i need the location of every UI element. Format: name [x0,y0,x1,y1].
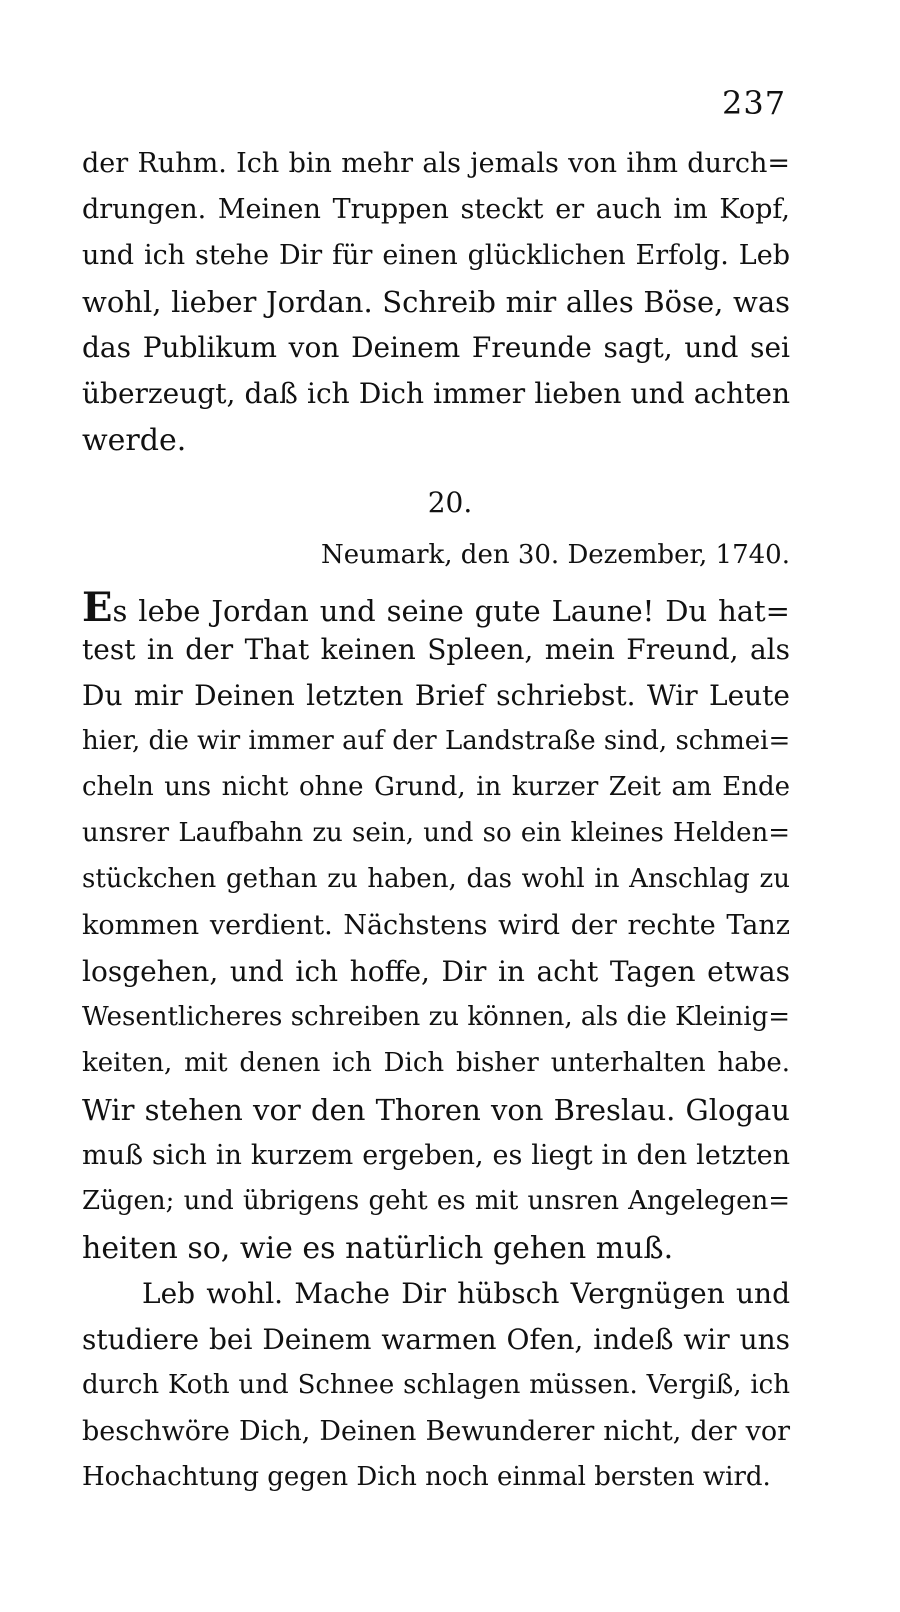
letter-first-line [82,584,790,631]
text-line: und ich stehe Dir für einen glücklichen Erfolg. Leb [82,240,790,271]
text-line: Zügen; und übrigens geht es mit unsren Angelegen= [82,1186,790,1216]
text-line: Du mir Deinen letzten Brief schriebst. Wir Leute [82,679,790,712]
text-line: studiere bei Deinem warmen Ofen, indeß wir uns [82,1323,790,1356]
dateline: Neumark, den 30. Dezember, 1740. [321,540,790,570]
text-line: test in der That keinen Spleen, mein Freund, als [82,633,790,666]
text-line: das Publikum von Deinem Freunde sagt, und sei [82,331,790,364]
text-line: muß sich in kurzem ergeben, es liegt in den letzten [82,1140,790,1171]
text-line: Wesentlicheres schreiben zu können, als die Kleinig= [82,1002,790,1032]
text-line: beschwöre Dich, Deinen Bewunderer nicht, der vor [82,1416,790,1447]
text-line: der Ruhm. Ich bin mehr als jemals von ihm durch= [82,148,790,179]
text-line: cheln uns nicht ohne Grund, in kurzer Zeit am Ende [82,772,790,802]
page-number: 237 [722,84,787,122]
drop-letter: E [82,584,113,631]
text-line: Leb wohl. Mache Dir hübsch Vergnügen und [142,1277,790,1310]
text-line: kommen verdient. Nächstens wird der rechte Tanz [82,910,790,941]
text-line: keiten, mit denen ich Dich bisher unterhalten habe. [82,1048,790,1078]
text-line: hier, die wir immer auf der Landstraße sind, schmei= [82,726,791,756]
text-line: unsrer Laufbahn zu sein, und so ein kleines Helden= [82,818,790,848]
text-line: Hochachtung gegen Dich noch einmal bersten wird. [82,1462,771,1492]
text-line: drungen. Meinen Truppen steckt er auch im Kopf, [82,194,790,225]
text-line: losgehen, und ich hoffe, Dir in acht Tagen etwas [82,955,790,988]
text-line: werde. [82,423,187,458]
text-line: durch Koth und Schnee schlagen müssen. Vergiß, ich [82,1370,790,1400]
text-line: wohl, lieber Jordan. Schreib mir alles Böse, was [82,285,790,319]
text-line: Wir stehen vor den Thoren von Breslau. Glogau [82,1093,790,1127]
text-line: überzeugt, daß ich Dich immer lieben und achten [82,377,790,410]
first-line-text: s lebe Jordan und seine gute Laune! Du hat= [112,594,790,628]
text-line: heiten so, wie es natürlich gehen muß. [82,1231,674,1266]
letter-number: 20. [427,486,473,519]
text-line: stückchen gethan zu haben, das wohl in Anschlag zu [82,864,790,894]
